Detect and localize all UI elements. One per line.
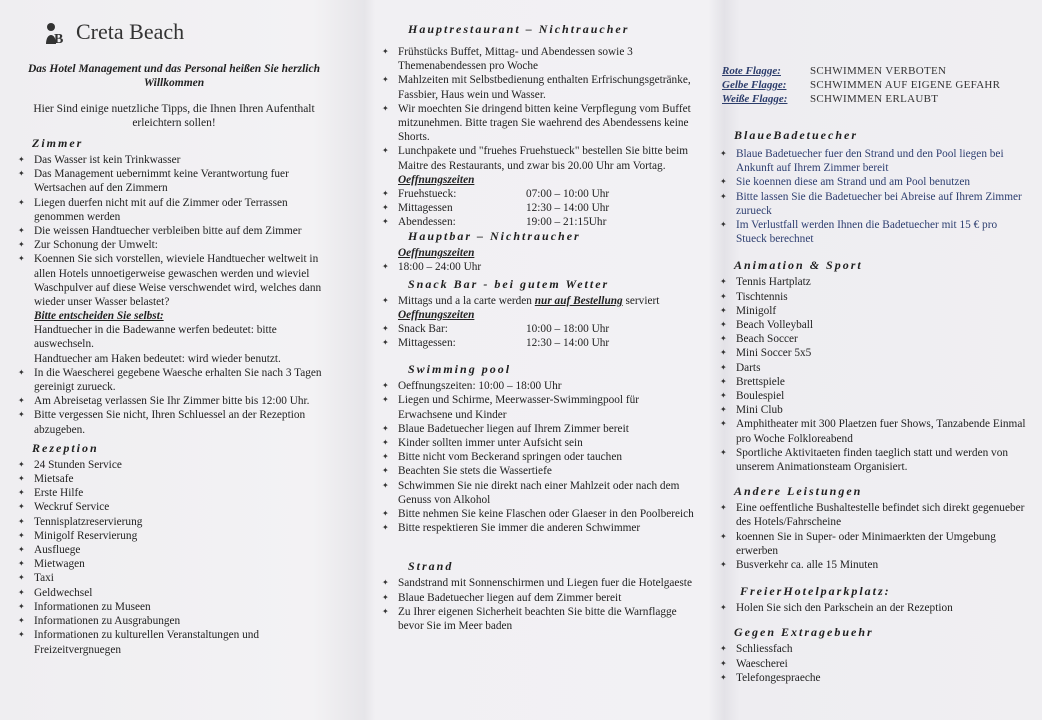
intro-text: Hier Sind einige nuetzliche Tipps, die Ihnen Ihren Aufenthalt erleichtern sollen! [33,103,315,129]
andere-list [716,501,1026,572]
list-item: ✦ Oeffnungszeiten: 10:00 – 18:00 Uhr [378,379,696,393]
hours-heading: Oeffnungszeiten [398,308,475,321]
section-title-hauptbar: Hauptbar – Nichtraucher [408,229,581,244]
list-item: ✦ 24 Stunden Service [14,458,334,472]
zimmer-list-2 [14,366,334,437]
section-title-rezeption: Rezeption [32,440,99,455]
list-item: ✦ Koennen Sie sich vorstellen, wieviele Handtuecher weltweit in allen Hotels unnoetigerweise gewaschen werden und wieviel Waschpulver auf diese Weise verschwendet wird, welches dann wieder unser Wasser belastet? [14,252,334,309]
list-item: ✦ Geldwechsel [14,586,334,600]
list-item: ✦ Weckruf Service [14,500,334,514]
flag-label: Rote Flagge: [722,65,781,77]
section-title-zimmer: Zimmer [32,136,84,150]
section-title-snackbar: Snack Bar - bei gutem Wetter [408,276,610,291]
list-item: ✦ Beach Volleyball [716,318,1026,332]
hauptrestaurant-list [378,45,696,173]
list-item: ✦ Im Verlustfall werden Ihnen die Badetuecher mit 15 € pro Stueck berechnet [716,218,1026,246]
list-item: ✦ Blaue Badetuecher fuer den Strand und den Pool liegen bei Ankunft auf Ihrem Zimmer bereit [716,147,1026,175]
list-item: ✦ Mietsafe [14,472,334,486]
hours-label: ✦ Abendessen: [398,216,456,229]
flag-label: Weiße Flagge: [722,93,788,105]
list-item: ✦ Taxi [14,571,334,585]
list-item: ✦ Blaue Badetuecher liegen auf Ihrem Zimmer bereit [378,422,696,436]
list-item: ✦ Bitte nicht vom Beckerand springen oder tauchen [378,450,696,464]
list-item: ✦ Busverkehr ca. alle 15 Minuten [716,558,1026,572]
column-left [14,0,334,720]
hours-label: ✦ Snack Bar: [398,322,448,335]
list-item: ✦ Holen Sie sich den Parkschein an der Rezeption [716,601,1026,615]
list-item: ✦ Liegen duerfen nicht mit auf die Zimmer oder Terrassen genommen werden [14,196,334,224]
list-item: ✦ Minigolf [716,304,1026,318]
svg-text:B: B [54,32,64,46]
list-item: ✦ Das Management uebernimmt keine Verantwortung fuer Wertsachen auf den Zimmern [14,167,334,195]
list-item: ✦ Tennis Hartplatz [716,275,1026,289]
section-title-pool: Swimming pool [408,362,512,377]
welcome-heading: Das Hotel Management und das Personal heißen Sie herzlich Willkommen [27,63,320,89]
list-item: ✦ Mini Club [716,403,1026,417]
zimmer-list [14,153,334,309]
hours-row [378,336,696,350]
section-title-andere: Andere Leistungen [734,484,863,499]
hours-value: 12:30 – 14:00 Uhr [526,337,610,350]
flag-legend [722,64,1026,106]
hotel-logo [42,14,334,50]
list-item: ✦ Informationen zu kulturellen Veranstaltungen und Freizeitvergnuegen [14,628,334,656]
list-item: ✦ Erste Hilfe [14,486,334,500]
list-item: ✦ Mietwagen [14,557,334,571]
list-item: ✦ Eine oeffentliche Bushaltestelle befindet sich direkt gegenueber des Hotels/Fahrscheine [716,501,1026,529]
list-item: ✦ Frühstücks Buffet, Mittag- und Abendessen sowie 3 Themenabendessen pro Woche [378,45,696,73]
list-item: ✦ Das Wasser ist kein Trinkwasser [14,153,334,167]
list-item: ✦ Bitte respektieren Sie immer die anderen Schwimmer [378,521,696,535]
list-item: ✦ Wir moechten Sie dringend bitten keine Verpflegung vom Buffet mitzunehmen. Bitte tragen Sie waehrend des Abendessens keine Shorts. [378,102,696,145]
list-item: ✦ Waescherei [716,657,1026,671]
list-item: ✦ Informationen zu Ausgrabungen [14,614,334,628]
list-item: ✦ Sportliche Aktivitaeten finden taeglich statt und werden von unserem Animationsteam Organisiert. [716,446,1026,474]
animation-list [716,275,1026,474]
list-item: ✦ Mahlzeiten mit Selbstbedienung enthalten Erfrischungsgetränke, Fassbier, Haus wein und Wasser. [378,73,696,101]
decide-text-1: Handtuecher in die Badewanne werfen bedeutet: bitte auswechseln. [34,324,277,351]
hours-label: ✦ Mittagessen: [398,337,456,350]
column-right [716,0,1026,720]
badetuecher-list [716,147,1026,246]
hours-heading: Oeffnungszeiten [398,173,475,186]
decide-heading: Bitte entscheiden Sie selbst: [34,310,164,323]
flag-row [722,64,1026,78]
hours-label: ✦ Fruehstueck: [398,187,457,200]
list-item: ✦ Sandstrand mit Sonnenschirmen und Liegen fuer die Hotelgaeste [378,576,696,590]
list-item: ✦ In die Waescherei gegebene Waesche erhalten Sie nach 3 Tagen gereinigt zurueck. [14,366,334,394]
list-item: ✦ Boulespiel [716,389,1026,403]
flag-row [722,78,1026,92]
snack-emphasis: nur auf Bestellung [534,294,623,307]
snack-text-end: serviert [622,294,660,307]
hauptbar-hours [378,260,696,274]
section-title-animation: Animation & Sport [734,258,863,273]
list-item: ✦ Kinder sollten immer unter Aufsicht sein [378,436,696,450]
hours-value: 19:00 – 21:15Uhr [526,216,607,229]
hours-value: 10:00 – 18:00 Uhr [526,322,610,335]
hours-row [378,201,696,215]
list-item: ✦ Die weissen Handtuecher verbleiben bitte auf dem Zimmer [14,224,334,238]
section-title-parkplatz: FreierHotelparkplatz: [740,584,891,599]
list-item: ✦ Liegen und Schirme, Meerwasser-Swimmingpool für Erwachsene und Kinder [378,393,696,421]
list-item: ✦ Schwimmen Sie nie direkt nach einer Mahlzeit oder nach dem Genuss von Alkohol [378,479,696,507]
list-item: ✦ Beachten Sie stets die Wassertiefe [378,464,696,478]
list-item: ✦ Amphitheater mit 300 Plaetzen fuer Shows, Tanzabende Einmal pro Woche Folkloreabend [716,417,1026,445]
hours-row [378,215,696,229]
snack-text: Mittags und a la carte werden [398,294,535,307]
hours-value: 12:30 – 14:00 Uhr [526,202,610,215]
list-item: ✦ Sie koennen diese am Strand und am Pool benutzen [716,175,1026,189]
pool-list [378,379,696,535]
list-item: ✦ Schliessfach [716,642,1026,656]
list-item: ✦ Informationen zu Museen [14,600,334,614]
list-item: ✦ Darts [716,361,1026,375]
list-item [378,294,696,308]
hours-row [378,187,696,201]
snackbar-list [378,294,696,308]
hauptrestaurant-hours [378,187,696,230]
list-item: ✦ Tischtennis [716,290,1026,304]
flag-value: SCHWIMMEN AUF EIGENE GEFAHR [810,79,1001,91]
column-middle [378,0,696,720]
section-title-extra: Gegen Extragebuehr [734,625,874,640]
rezeption-list [14,458,334,657]
list-item: ✦ Lunchpakete und "fruehes Fruehstueck" bestellen Sie bitte beim Maitre des Restaurants, und zwar bis 20.00 Uhr am Vortag. [378,144,696,172]
brand-name: Creta Beach [76,19,185,44]
list-item: ✦ Telefongespraeche [716,671,1026,685]
list-item: ✦ Am Abreisetag verlassen Sie Ihr Zimmer bitte bis 12:00 Uhr. [14,394,334,408]
flag-value: SCHWIMMEN ERLAUBT [810,93,939,105]
extra-list [716,642,1026,685]
list-item: ✦ Beach Soccer [716,332,1026,346]
list-item: ✦ Bitte vergessen Sie nicht, Ihren Schluessel an der Rezeption abzugeben. [14,408,334,436]
list-item: ✦ Minigolf Reservierung [14,529,334,543]
flag-value: SCHWIMMEN VERBOTEN [810,65,947,77]
section-title-strand: Strand [408,559,454,574]
list-item: ✦ Zur Schonung der Umwelt: [14,238,334,252]
flag-row [722,92,1026,106]
parkplatz-list [716,601,1026,615]
list-item: ✦ Tennisplatzreservierung [14,515,334,529]
list-item: ✦ Ausfluege [14,543,334,557]
list-item: ✦ Zu Ihrer eigenen Sicherheit beachten Sie bitte die Warnflagge bevor Sie im Meer baden [378,605,696,633]
section-title-hauptrestaurant: Hauptrestaurant – Nichtraucher [408,22,630,36]
section-title-badetuecher: BlaueBadetuecher [734,128,858,142]
flag-label: Gelbe Flagge: [722,79,787,91]
list-item: ✦ koennen Sie in Super- oder Minimaerkten der Umgebung erwerben [716,530,1026,558]
decide-text-2: Handtuecher am Haken bedeutet: wird wieder benutzt. [34,352,281,365]
strand-list [378,576,696,633]
list-item: ✦ 18:00 – 24:00 Uhr [378,260,696,274]
snackbar-hours [378,322,696,350]
list-item: ✦ Blaue Badetuecher liegen auf dem Zimmer bereit [378,591,696,605]
list-item: ✦ Bitte lassen Sie die Badetuecher bei Abreise auf Ihrem Zimmer zurueck [716,190,1026,218]
hours-row [378,322,696,336]
creta-logo-icon [42,18,70,46]
hours-label: ✦ Mittagessen [398,202,453,215]
list-item: ✦ Bitte nehmen Sie keine Flaschen oder Glaeser in den Poolbereich [378,507,696,521]
list-item: ✦ Brettspiele [716,375,1026,389]
hours-heading: Oeffnungszeiten [398,247,475,260]
list-item: ✦ Mini Soccer 5x5 [716,346,1026,360]
hours-value: 07:00 – 10:00 Uhr [526,187,610,200]
